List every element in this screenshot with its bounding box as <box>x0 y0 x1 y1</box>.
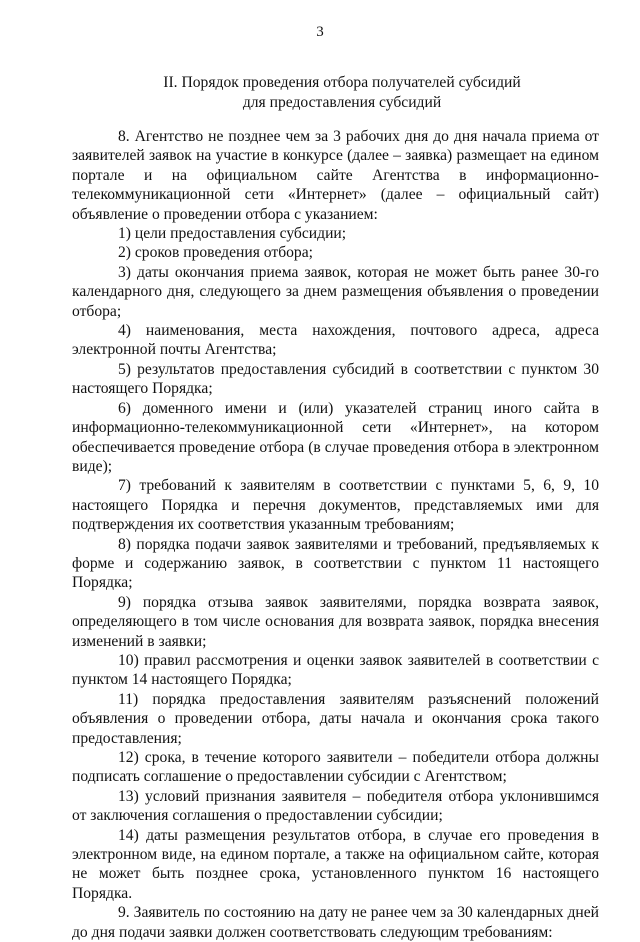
list-item-7: 7) требований к заявителям в соответствии с пунктами 5, 6, 9, 10 настоящего Порядка и перечня документов, представляемых ими для подтверждения их соответствия указанным требованиям; <box>72 477 599 534</box>
list-item-1: 1) цели предоставления субсидии; <box>118 225 347 243</box>
list-item-2: 2) сроков проведения отбора; <box>118 244 313 262</box>
list-item-10: 10) правил рассмотрения и оценки заявок заявителей в соответствии с пунктом 14 настоящего Порядка; <box>72 651 599 689</box>
section-heading <box>72 73 612 113</box>
list-item-3: 3) даты окончания приема заявок, которая не может быть ранее 30-го календарного дня, следующего за днем размещения объявления о проведении отбора; <box>72 263 599 320</box>
list-item-11: 11) порядка предоставления заявителям разъяснений положений объявления о проведении отбора, даты начала и окончания срока такого предоставления; <box>72 690 599 747</box>
list-item-13: 13) условий признания заявителя – победителя отбора уклонившимся от заключения соглашения о предоставлении субсидии; <box>72 787 599 825</box>
list-item-5: 5) результатов предоставления субсидий в соответствии с пунктом 30 настоящего Порядка; <box>72 360 599 398</box>
paragraph-8: 8. Агентство не позднее чем за 3 рабочих дня до дня начала приема от заявителей заявок на участие в конкурсе (далее – заявка) размещает на едином портале и на официальном сайте Агентства в информационно-телекоммуникационной сети «Интернет» (далее – официальный сайт) объявление о проведении отбора с указанием: <box>72 128 599 223</box>
list-item-9: 9) порядка отзыва заявок заявителями, порядка возврата заявок, определяющего в том числе основания для возврата заявок, порядка внесения изменений в заявки; <box>72 593 599 650</box>
page-number: 3 <box>316 24 324 40</box>
list-item-12: 12) срока, в течение которого заявители – победители отбора должны подписать соглашение о предоставлении субсидии с Агентством; <box>72 749 599 786</box>
list-item-8: 8) порядка подачи заявок заявителями и требований, предъявляемых к форме и содержанию заявок, в соответствии с пунктом 11 настоящего Порядка; <box>72 535 599 592</box>
document-body <box>72 127 599 942</box>
paragraph-9: 9. Заявитель по состоянию на дату не ранее чем за 30 календарных дней до дня подачи заявки должен соответствовать следующим требованиям: <box>72 904 599 941</box>
list-item-14: 14) даты размещения результатов отбора, в случае его проведения в электронном виде, на едином портале, а также на официальном сайте, которая не может быть позднее срока, установленного пунктом 16 настоящего Порядка. <box>72 826 599 902</box>
list-item-4: 4) наименования, места нахождения, почтового адреса, адреса электронной почты Агентства; <box>72 322 599 359</box>
list-item-6: 6) доменного имени и (или) указателей страниц иного сайта в информационно-телекоммуникационной сети «Интернет», на котором обеспечивается проведение отбора (в случае проведения отбора в электронном виде); <box>72 399 599 475</box>
section-heading-line-1: II. Порядок проведения отбора получателей субсидий <box>163 74 521 91</box>
section-heading-line-2: для предоставления субсидий <box>242 94 442 111</box>
